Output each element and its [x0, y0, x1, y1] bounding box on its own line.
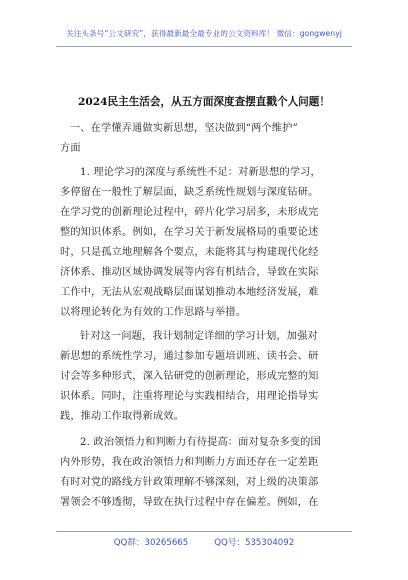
body-line: 讨会等多种形式，深入钻研党的创新理论，形成完整的知 — [60, 371, 319, 382]
header-divider — [56, 46, 352, 47]
body-line: 针对这一问题，我计划制定详细的学习计划，加强对 — [80, 331, 318, 342]
body-line: 内外形势，我在政治领悟力和判断力方面还存在一定差距 — [60, 457, 319, 468]
body-line: 2. 政治领悟力和判断力有待提高：面对复杂多变的国 — [80, 437, 321, 448]
footer-divider — [56, 531, 352, 532]
footer-note — [0, 536, 408, 548]
body-line: 工作中，无法从宏观战略层面谋划推动本地经济发展，难 — [60, 287, 319, 298]
body-line: 以将理论转化为有效的工作思路与举措。 — [60, 307, 247, 318]
body-line: 方面 — [60, 143, 81, 154]
body-line: 识体系。同时，注重将理论与实践相结合，用理论指导实 — [60, 391, 319, 402]
body-line: 有时对党的路线方针政策理解不够深刻，对上级的决策部 — [60, 477, 319, 488]
qq-account-number: QQ号：535304092 — [214, 538, 295, 548]
body-line: 整的知识体系。例如，在学习关于新发展格局的重要论述 — [60, 227, 319, 238]
body-line: 时，只是孤立地理解各个要点，未能将其与构建现代化经 — [60, 247, 319, 258]
body-line: 践，推动工作取得新成效。 — [60, 411, 185, 422]
body-line: 在学习党的创新理论过程中，碎片化学习居多，未形成完 — [60, 207, 319, 218]
body-line: 一、在学懂弄通做实新思想，坚决做到“两个维护” — [70, 123, 298, 134]
body-line: 新思想的系统性学习，通过参加专题培训班、读书会、研 — [60, 351, 319, 362]
body-line: 济体系、推动区域协调发展等内容有机结合，导致在实际 — [60, 267, 319, 278]
qq-group-number: QQ群：30265665 — [113, 538, 189, 548]
body-line: 1. 理论学习的深度与系统性不足：对新思想的学习， — [80, 167, 321, 178]
document-title: 2024民主生活会，从五方面深度查摆直戳个人问题！ — [78, 96, 330, 108]
header-note: 关注头条号“公文研究”，获得最新最全最专业的公文资料库！ 微信：gongwenyj — [66, 29, 342, 38]
body-line: 署领会不够透彻，导致在执行过程中存在偏差。例如，在 — [60, 497, 319, 508]
body-line: 多停留在一般性了解层面，缺乏系统性规划与深度钻研。 — [60, 187, 319, 198]
